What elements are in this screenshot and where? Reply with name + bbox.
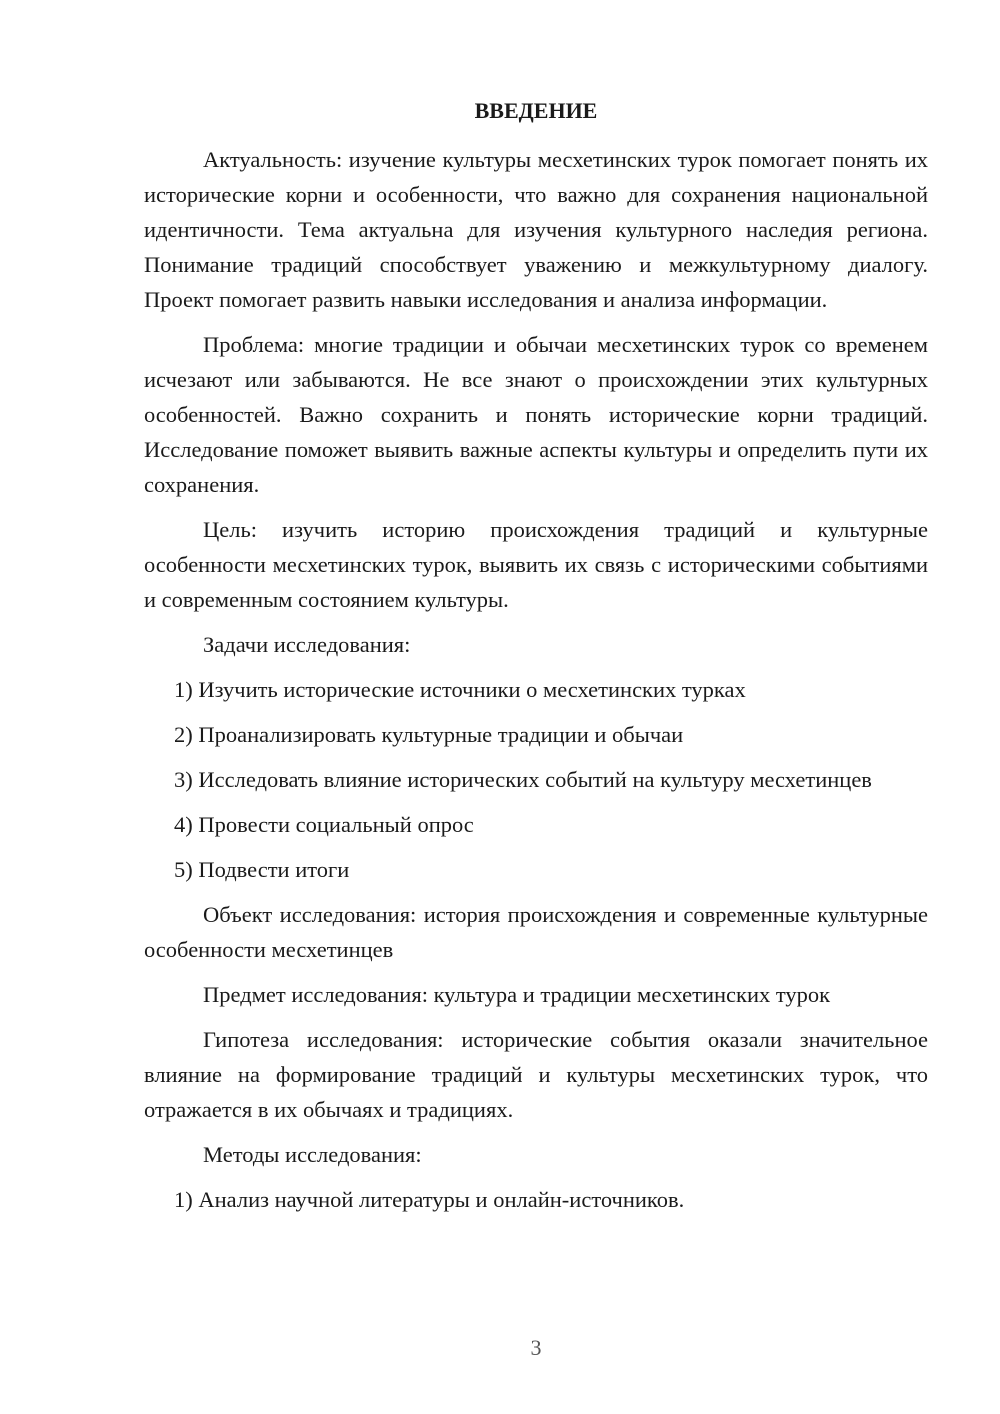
tasks-heading: Задачи исследования: [203, 632, 411, 657]
task-item: 1) Изучить исторические источники о месхетинских турках [174, 677, 746, 702]
task-item: 4) Провести социальный опрос [174, 812, 474, 837]
goal-paragraph: Цель: изучить историю происхождения традиций и культурные особенности месхетинских турок, выявить их связь с историческими событиями и современным состоянием культуры. [144, 517, 928, 612]
relevance-paragraph: Актуальность: изучение культуры месхетинских турок помогает понять их исторические корни и особенности, что важно для сохранения национальной идентичности. Тема актуальна для изучения культурного наследия региона. Понимание традиций способствует уважению и межкультурному диалогу. Проект помогает развить навыки исследования и анализа информации. [144, 147, 928, 312]
object-paragraph: Объект исследования: история происхождения и современные культурные особенности месхетинцев [144, 902, 928, 962]
task-item: 5) Подвести итоги [174, 857, 350, 882]
methods-heading: Методы исследования: [203, 1142, 422, 1167]
task-item: 2) Проанализировать культурные традиции и обычаи [174, 722, 684, 747]
page-content [144, 142, 928, 1227]
task-item: 3) Исследовать влияние исторических событий на культуру месхетинцев [174, 767, 872, 792]
page-number: 3 [530, 1335, 542, 1360]
hypothesis-paragraph: Гипотеза исследования: исторические события оказали значительное влияние на формирование традиций и культуры месхетинских турок, что отражается в их обычаях и традициях. [144, 1027, 928, 1122]
subject-paragraph: Предмет исследования: культура и традиции месхетинских турок [203, 982, 831, 1007]
problem-paragraph: Проблема: многие традиции и обычаи месхетинских турок со временем исчезают или забываются. Не все знают о происхождении этих культурных особенностей. Важно сохранить и понять исторические корни традиций. Исследование поможет выявить важные аспекты культуры и определить пути их сохранения. [144, 332, 928, 497]
method-item: 1) Анализ научной литературы и онлайн-источников. [174, 1187, 685, 1212]
page-title: ВВЕДЕНИЕ [474, 98, 598, 123]
